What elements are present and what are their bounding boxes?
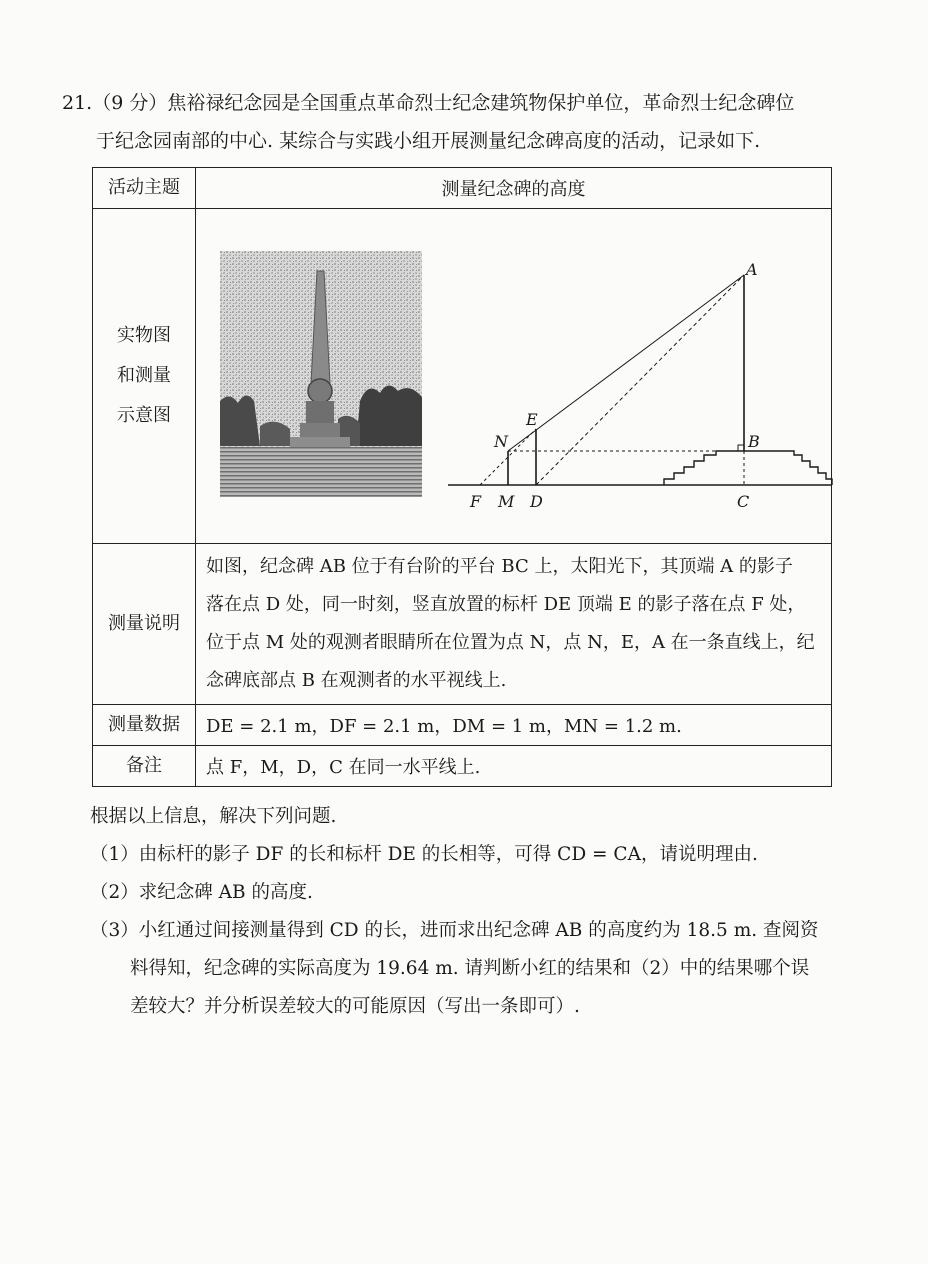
- record-table: [92, 167, 832, 787]
- point-label-e: E: [526, 410, 538, 429]
- question-3-line: 料得知，纪念碑的实际高度为 19.64 m. 请判断小红的结果和（2）中的结果哪个误: [130, 958, 810, 979]
- point-label-b: B: [748, 432, 760, 451]
- figure-label: [93, 209, 196, 544]
- monument-photo: [220, 251, 422, 497]
- measurement-diagram: [446, 253, 836, 513]
- point-label-a: A: [746, 260, 758, 279]
- point-label-c: C: [737, 492, 750, 511]
- data-value: DE = 2.1 m，DF = 2.1 m，DM = 1 m，MN = 1.2 m.: [196, 705, 832, 746]
- desc-value: [196, 544, 832, 705]
- figure-label-line: 和测量: [117, 365, 171, 386]
- figure-label-line: 实物图: [117, 325, 171, 346]
- desc-label: 测量说明: [93, 544, 196, 705]
- desc-line: 念碑底部点 B 在观测者的水平视线上.: [206, 670, 507, 691]
- question-3-line: 差较大？并分析误差较大的可能原因（写出一条即可）.: [130, 996, 580, 1017]
- point-label-m: M: [498, 492, 515, 511]
- point-label-f: F: [470, 492, 482, 511]
- figure-cell: [196, 209, 832, 544]
- questions-lead: 根据以上信息，解决下列问题.: [90, 806, 337, 827]
- theme-label: 活动主题: [93, 168, 196, 209]
- questions: [90, 798, 850, 1026]
- theme-value: 测量纪念碑的高度: [196, 168, 832, 209]
- note-label: 备注: [93, 746, 196, 787]
- desc-line: 落在点 D 处，同一时刻，竖直放置的标杆 DE 顶端 E 的影子落在点 F 处，: [206, 594, 806, 615]
- question-3-line: （3）小红通过间接测量得到 CD 的长，进而求出纪念碑 AB 的高度约为 18.5 m. 查阅资: [90, 920, 819, 941]
- point-label-n: N: [494, 432, 508, 451]
- problem-statement: [62, 84, 852, 160]
- problem-line-1: 21.（9 分）焦裕禄纪念园是全国重点革命烈士纪念建筑物保护单位，革命烈士纪念碑位: [62, 92, 795, 114]
- note-value: 点 F，M，D，C 在同一水平线上.: [196, 746, 832, 787]
- point-label-d: D: [530, 492, 543, 511]
- problem-line-2: 于纪念园南部的中心. 某综合与实践小组开展测量纪念碑高度的活动，记录如下.: [96, 130, 761, 152]
- question-2: （2）求纪念碑 AB 的高度.: [90, 882, 313, 903]
- question-1: （1）由标杆的影子 DF 的长和标杆 DE 的长相等，可得 CD = CA，请说明理由.: [90, 844, 758, 865]
- figure-label-line: 示意图: [117, 405, 171, 426]
- stepped-platform: [664, 451, 832, 485]
- desc-line: 如图，纪念碑 AB 位于有台阶的平台 BC 上，太阳光下，其顶端 A 的影子: [206, 556, 793, 577]
- data-label: 测量数据: [93, 705, 196, 746]
- desc-line: 位于点 M 处的观测者眼睛所在位置为点 N，点 N，E，A 在一条直线上，纪: [206, 632, 815, 653]
